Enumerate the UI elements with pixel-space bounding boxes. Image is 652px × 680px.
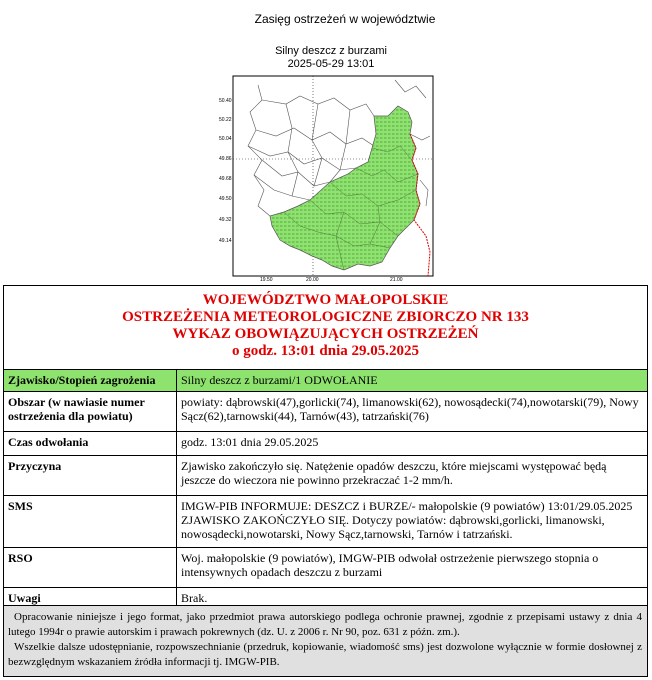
row-value: Woj. małopolskie (9 powiatów), IMGW-PIB odwołał ostrzeżenie pierwszego stopnia o intensywnych opadach deszczu z burzami [177,548,648,588]
row-label: Przyczyna [4,456,177,496]
lat-tick: 49.14 [219,238,232,244]
lat-tick: 50.04 [219,136,232,142]
header-region: WOJEWÓDZTWO MAŁOPOLSKIE [202,292,449,308]
map-phenomenon: Silny deszcz z burzami [275,45,387,57]
row-value: Zjawisko zakończyło się. Natężenie opadów deszczu, które miejscami występować będą jeszcze do wieczora nie powinno przekraczać 1-2 mm/h. [177,456,648,496]
lat-tick: 49.68 [219,176,232,182]
row-value: Brak. [177,588,648,609]
table-row-czas [4,432,647,456]
row-label: Uwagi [4,588,177,609]
row-value: godz. 13:01 dnia 29.05.2025 [177,432,648,456]
map-section [0,0,652,284]
warning-document [3,285,648,677]
footer-usage: Wszelkie dalsze udostępnianie, rozpowszechnianie (przedruk, kopiowanie, wiadomość sms) jest dozwolone wyłącznie w formie dosłownej z bezwzględnym wskazaniem źródła informacji tj. IMGW-PIB. [8,641,642,668]
map-datetime: 2025-05-29 13:01 [287,58,375,70]
lon-tick: 21.00 [390,277,403,283]
row-label: Czas odwołania [4,432,177,456]
header-title: OSTRZEŻENIA METEOROLOGICZNE ZBIORCZO NR 133 [122,309,529,325]
header-subtitle: WYKAZ OBOWIĄZUJĄCYCH OSTRZEŻEŃ [172,326,479,342]
lon-tick: 19.50 [260,277,273,283]
map-title: Zasięg ostrzeżeń w województwie [254,12,436,26]
row-label: RSO [4,548,177,588]
row-value: Silny deszcz z burzami/1 ODWOŁANIE [177,370,648,392]
table-row-obszar [4,392,647,432]
row-value: IMGW-PIB INFORMUJE: DESZCZ i BURZE/- małopolskie (9 powiatów) 13:01/29.05.2025 ZJAWISKO ZAKOŃCZYŁO SIĘ. Dotyczy powiatów: dąbrowski,gorlicki, limanowski, nowosądecki,nowotarski, Nowy Sącz,tarnowski, Tarnów i tatrzański. [177,496,648,548]
row-label: SMS [4,496,177,548]
lat-tick: 50.22 [219,117,232,123]
document-header [4,286,647,360]
row-label: Zjawisko/Stopień zagrożenia [4,370,177,392]
table-row-przyczyna [4,456,647,496]
table-row-rso [4,548,647,588]
lat-tick: 49.86 [219,156,232,162]
lat-tick: 50.40 [219,98,232,104]
table-row-zjawisko [4,370,647,392]
footer-copyright: Opracowanie niniejsze i jego format, jako przedmiot prawa autorskiego podlega ochronie prawnej, zgodnie z przepisami ustawy z dnia 4 lutego 1994r o prawie autorskim i prawach pokrewnych (dz. U. z 2006 r. Nr 90, poz. 631 z późn. zm.). [8,611,642,638]
table-row-sms [4,496,647,548]
header-time: o godz. 13:01 dnia 29.05.2025 [231,343,420,359]
row-value: powiaty: dąbrowski(47),gorlicki(74), limanowski(62), nowosądecki(74),nowotarski(79), Nowy Sącz(62),tarnowski(44), Tarnów(43), tatrzański(76) [177,392,648,432]
warning-map [0,0,652,284]
warning-table [4,369,647,608]
lat-tick: 49.50 [219,196,232,202]
lon-tick: 20.00 [306,277,319,283]
row-label: Obszar (w nawiasie numer ostrzeżenia dla powiatu) [4,392,177,432]
lat-tick: 49.32 [219,217,232,223]
copyright-footer [4,605,647,676]
